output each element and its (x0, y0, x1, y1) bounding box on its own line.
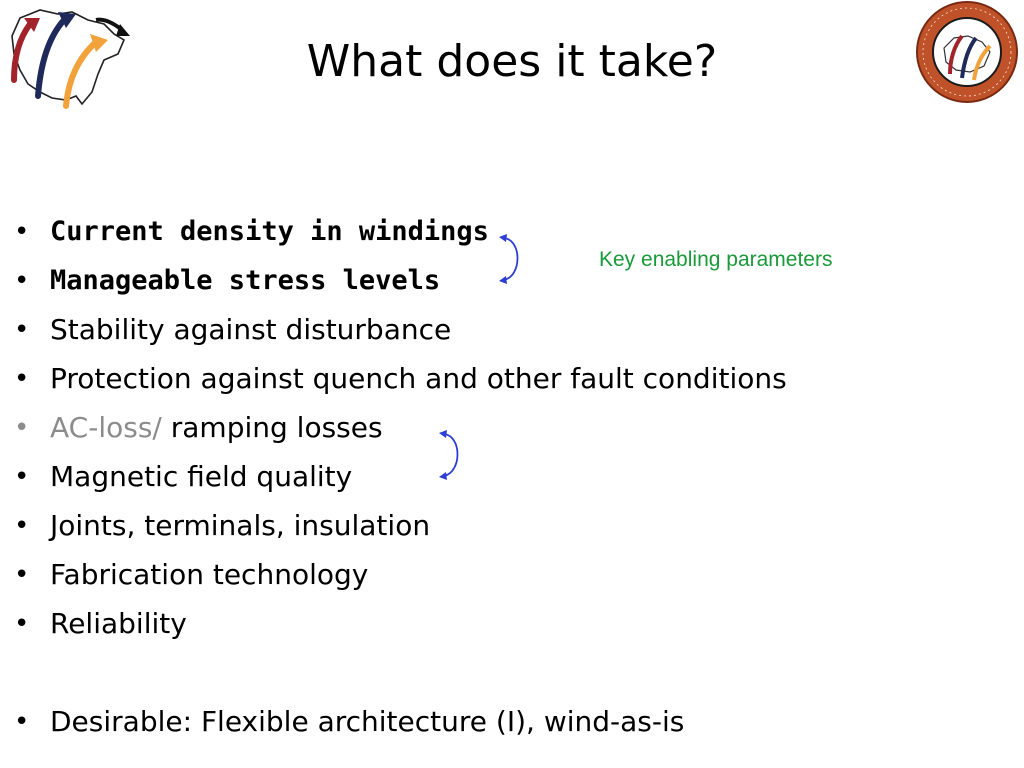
bullet-text: Fabrication technology (50, 558, 369, 591)
bullet-text: Current density in windings (50, 216, 489, 247)
bracket-arrow-icon (436, 428, 466, 482)
bullet-marker: • (14, 413, 30, 443)
bullet-marker: • (14, 266, 30, 296)
bullet-text: Desirable: Flexible architecture (I), wind-as-is (50, 705, 685, 738)
bullet-marker: • (14, 707, 30, 737)
bullet-marker: • (14, 609, 30, 639)
bullet-text: Manageable stress levels (50, 265, 441, 296)
bullet-text: Magnetic field quality (50, 460, 353, 493)
ramping-losses-text: ramping losses (161, 411, 383, 444)
bullet-marker: • (14, 511, 30, 541)
bullet-text: Stability against disturbance (50, 313, 452, 346)
bullet-text (50, 406, 383, 450)
bullet-text: Reliability (50, 607, 187, 640)
ac-loss-prefix: AC-loss/ (50, 411, 162, 444)
bullet-marker: • (14, 560, 30, 590)
bracket-arrow-icon (496, 232, 526, 286)
bullet-text: Protection against quench and other fault conditions (50, 362, 787, 395)
bullet-marker: • (14, 315, 30, 345)
bullet-marker: • (14, 462, 30, 492)
bullet-text: Joints, terminals, insulation (50, 509, 431, 542)
bullet-marker: • (14, 364, 30, 394)
slide-title: What does it take? (306, 36, 718, 87)
bullet-marker: • (14, 217, 30, 247)
key-enabling-parameters-label: Key enabling parameters (599, 248, 833, 271)
